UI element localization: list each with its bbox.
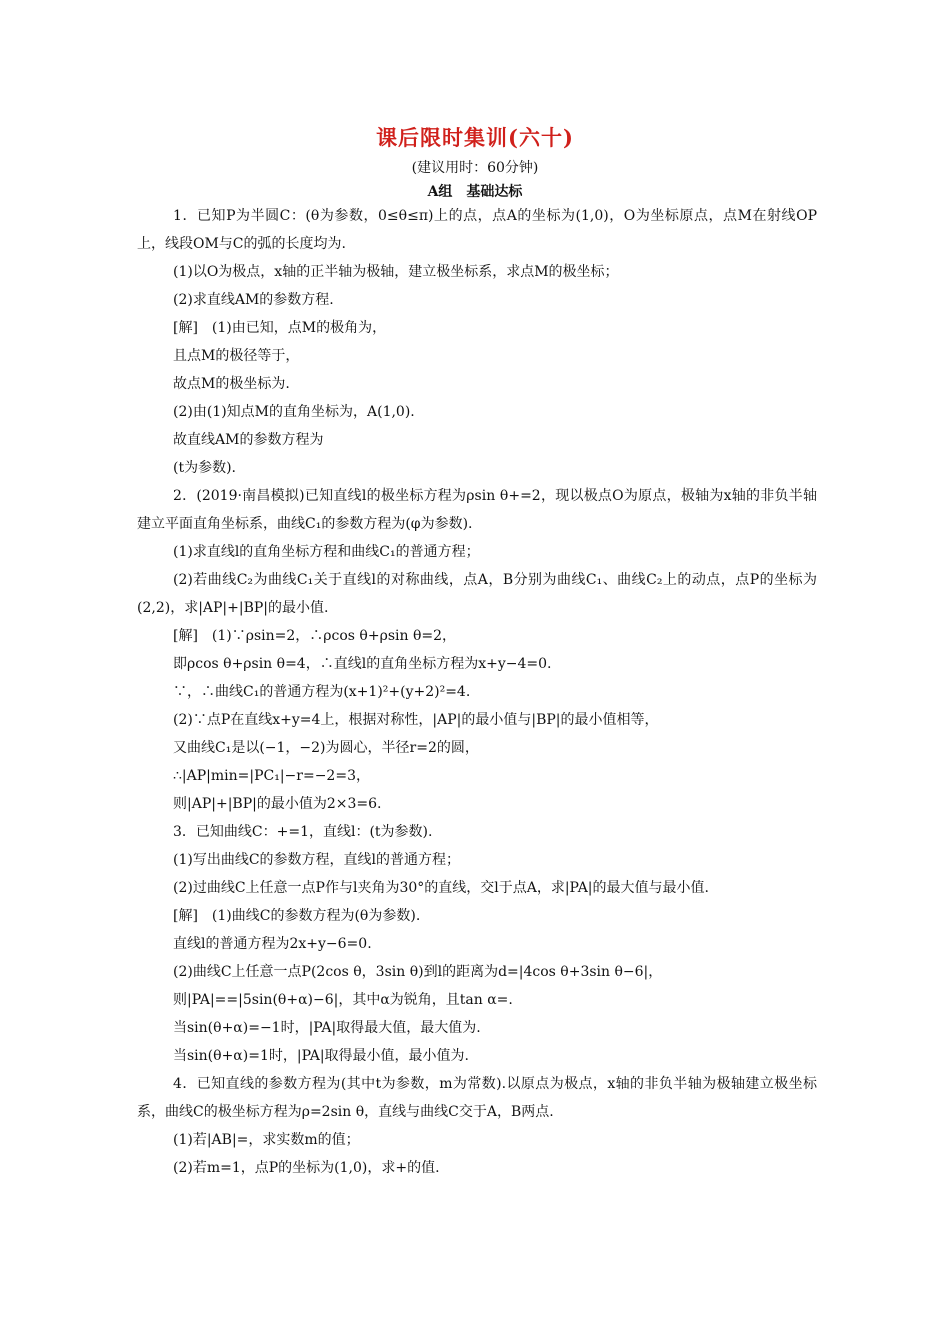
solution-3-line-6: 当sin(θ+α)=1时，|PA|取得最小值，最小值为. [173, 1048, 469, 1064]
solution-1-line-6: (t为参数). [173, 460, 236, 476]
solution-3-line-4: 则|PA|==|5sin(θ+α)−6|，其中α为锐角，且tan α=. [173, 992, 513, 1008]
solution-2-line-1: [解] (1)∵ρsin=2，∴ρcos θ+ρsin θ=2， [173, 628, 457, 644]
solution-3-line-3: (2)曲线C上任意一点P(2cos θ，3sin θ)到l的距离为d=|4cos θ+3sin θ−6|， [173, 964, 663, 980]
document-body [137, 202, 817, 1182]
solution-2-line-3: ∵，∴曲线C₁的普通方程为(x+1)²+(y+2)²=4. [173, 684, 471, 700]
problem-3-part-2: (2)过曲线C上任意一点P作与l夹角为30°的直线，交l于点A，求|PA|的最大值与最小值. [173, 880, 709, 896]
problem-1-part-1: (1)以O为极点，x轴的正半轴为极轴，建立极坐标系，求点M的极坐标； [173, 264, 619, 280]
solution-1-line-3: 故点M的极坐标为. [173, 376, 290, 392]
solution-1-line-4: (2)由(1)知点M的直角坐标为，A(1,0). [173, 404, 415, 420]
problem-4-part-1: (1)若|AB|=，求实数m的值； [173, 1132, 360, 1148]
problem-3-statement: 3．已知曲线C：+=1，直线l：(t为参数). [173, 824, 433, 840]
problem-4-statement: 4．已知直线的参数方程为(其中t为参数，m为常数).以原点为极点，x轴的非负半轴为极轴建立极坐标系，曲线C的极坐标方程为ρ=2sin θ，直线与曲线C交于A，B两点. [137, 1076, 817, 1120]
problem-3-part-1: (1)写出曲线C的参数方程，直线l的普通方程； [173, 852, 461, 868]
solution-2-line-2: 即ρcos θ+ρsin θ=4，∴直线l的直角坐标方程为x+y−4=0. [173, 656, 552, 672]
problem-1-part-2: (2)求直线AM的参数方程. [173, 292, 334, 308]
solution-3-line-1: [解] (1)曲线C的参数方程为(θ为参数). [173, 908, 421, 924]
solution-2-line-6: ∴|AP|min=|PC₁|−r=−2=3， [173, 768, 370, 784]
problem-2-statement: 2．(2019·南昌模拟)已知直线l的极坐标方程为ρsin θ+=2，现以极点O为原点，极轴为x轴的非负半轴建立平面直角坐标系，曲线C₁的参数方程为(φ为参数). [137, 488, 817, 532]
problem-1-statement: 1．已知P为半圆C：(θ为参数，0≤θ≤π)上的点，点A的坐标为(1,0)，O为坐标原点，点M在射线OP上，线段OM与C的弧的长度均为. [137, 208, 817, 252]
solution-2-line-4: (2)∵点P在直线x+y=4上，根据对称性，|AP|的最小值与|BP|的最小值相等， [173, 712, 659, 728]
page-title: 课后限时集训(六十) [376, 125, 574, 150]
solution-3-line-2: 直线l的普通方程为2x+y−6=0. [173, 936, 372, 952]
problem-4-part-2: (2)若m=1，点P的坐标为(1,0)，求+的值. [173, 1160, 440, 1176]
solution-1-line-5: 故直线AM的参数方程为 [173, 432, 324, 448]
problem-2-part-1: (1)求直线l的直角坐标方程和曲线C₁的普通方程； [173, 544, 480, 560]
solution-3-line-5: 当sin(θ+α)=−1时，|PA|取得最大值，最大值为. [173, 1020, 481, 1036]
time-note: (建议用时：60分钟) [411, 160, 539, 176]
solution-1-line-1: [解] (1)由已知，点M的极角为， [173, 320, 387, 336]
solution-1-line-2: 且点M的极径等于， [173, 348, 300, 364]
solution-2-line-7: 则|AP|+|BP|的最小值为2×3=6. [173, 796, 382, 812]
solution-2-line-5: 又曲线C₁是以(−1，−2)为圆心，半径r=2的圆， [173, 740, 479, 756]
group-heading: A组 基础达标 [427, 184, 523, 200]
problem-2-part-2: (2)若曲线C₂为曲线C₁关于直线l的对称曲线，点A，B分别为曲线C₁、曲线C₂上的动点，点P的坐标为(2,2)，求|AP|+|BP|的最小值. [137, 572, 817, 616]
